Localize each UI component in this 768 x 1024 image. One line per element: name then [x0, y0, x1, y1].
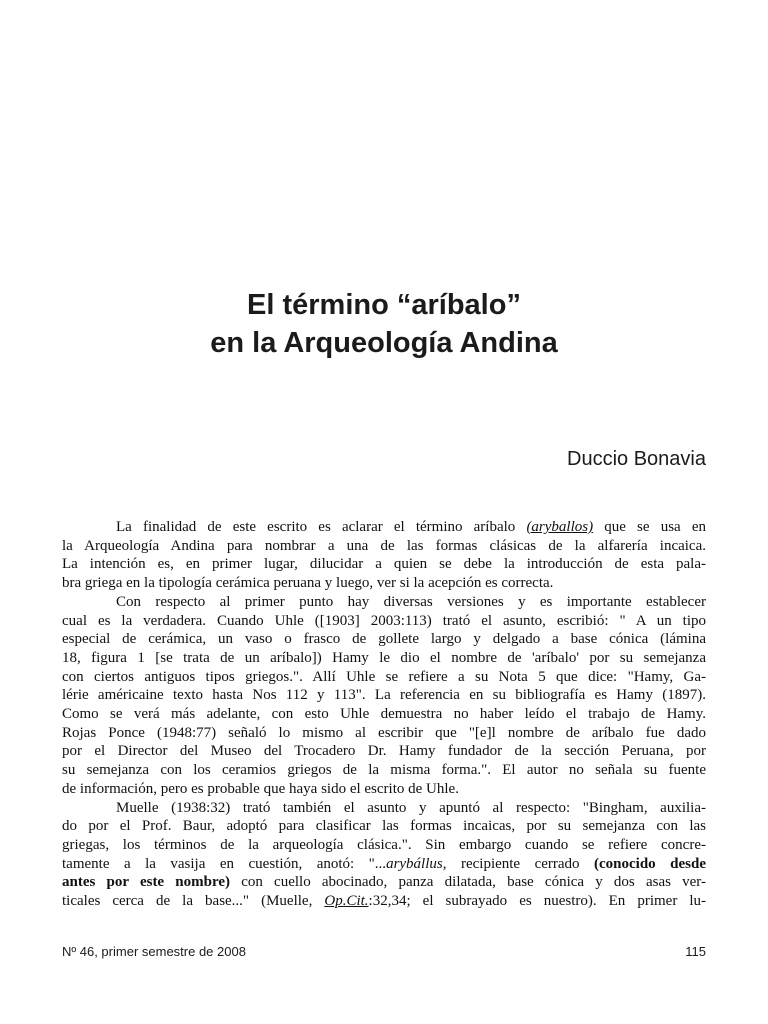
- body-line: Muelle (1938:32) trató también el asunto y apuntó al respecto: "Bingham, auxilia-: [116, 799, 706, 816]
- body-line: su semejanza con los ceramios griegos de la misma forma.". El autor no señala su fuente: [62, 762, 706, 779]
- page-number: 115: [685, 944, 706, 959]
- body-line: tamente a la vasija en cuestión, anotó: "...arybállus, recipiente cerrado (conocido desde: [62, 855, 706, 872]
- title-line-1: El término “aríbalo”: [247, 289, 521, 321]
- body-line: La finalidad de este escrito es aclarar el término aríbalo (aryballos) que se usa en: [116, 519, 706, 535]
- body-line: do por el Prof. Baur, adoptó para clasificar las formas incaicas, por su semejanza con las: [62, 818, 706, 835]
- body-line: con ciertos antiguos tipos griegos.". Allí Uhle se refiere a su Nota 5 que dice: "Hamy, Ga-: [62, 668, 706, 685]
- article-title: [0, 286, 768, 362]
- article-body: [62, 518, 706, 911]
- title-line-2: en la Arqueología Andina: [210, 327, 558, 359]
- body-line: la Arqueología Andina para nombrar a una de las formas clásicas de la alfarería incaica.: [62, 537, 706, 554]
- body-line: bra griega en la tipología cerámica peruana y luego, ver si la acepción es correcta.: [62, 575, 554, 592]
- body-line: ticales cerca de la base..." (Muelle, Op.Cit.:32,34; el subrayado es nuestro). En primer lu-: [62, 893, 707, 910]
- body-line: antes por este nombre) con cuello abocinado, panza dilatada, base cónica y dos asas ver-: [62, 874, 706, 891]
- author-name: Duccio Bonavia: [567, 448, 706, 470]
- body-line: Como se verá más adelante, con esto Uhle demuestra no haber leído el trabajo de Hamy.: [62, 706, 706, 723]
- issue-info: Nº 46, primer semestre de 2008: [62, 944, 246, 959]
- body-line: cual es la verdadera. Cuando Uhle ([1903] 2003:113) trató el asunto, escribió: " A un tipo: [62, 612, 706, 629]
- body-line: griegas, los términos de la arqueología clásica.". Sin embargo cuando se refiere concre-: [62, 836, 706, 853]
- body-line: 18, figura 1 [se trata de un aríbalo]) Hamy le dio el nombre de 'aríbalo' por su semejanza: [62, 649, 706, 666]
- body-line: de información, pero es probable que haya sido el escrito de Uhle.: [62, 780, 459, 797]
- body-line: Con respecto al primer punto hay diversas versiones y es importante establecer: [116, 593, 706, 610]
- body-line: por el Director del Museo del Trocadero Dr. Hamy fundador de la sección Peruana, por: [62, 743, 706, 760]
- body-line: La intención es, en primer lugar, dilucidar a quien se debe la introducción de esta pala-: [62, 556, 706, 573]
- body-line: especial de cerámica, un vaso o frasco de gollete largo y delgado a base cónica (lámina: [62, 631, 706, 648]
- body-line: lérie américaine texto hasta Nos 112 y 113". La referencia en su bibliografía es Hamy (1897).: [62, 687, 706, 704]
- body-line: Rojas Ponce (1948:77) señaló lo mismo al escribir que "[e]l nombre de aríbalo fue dado: [62, 724, 706, 741]
